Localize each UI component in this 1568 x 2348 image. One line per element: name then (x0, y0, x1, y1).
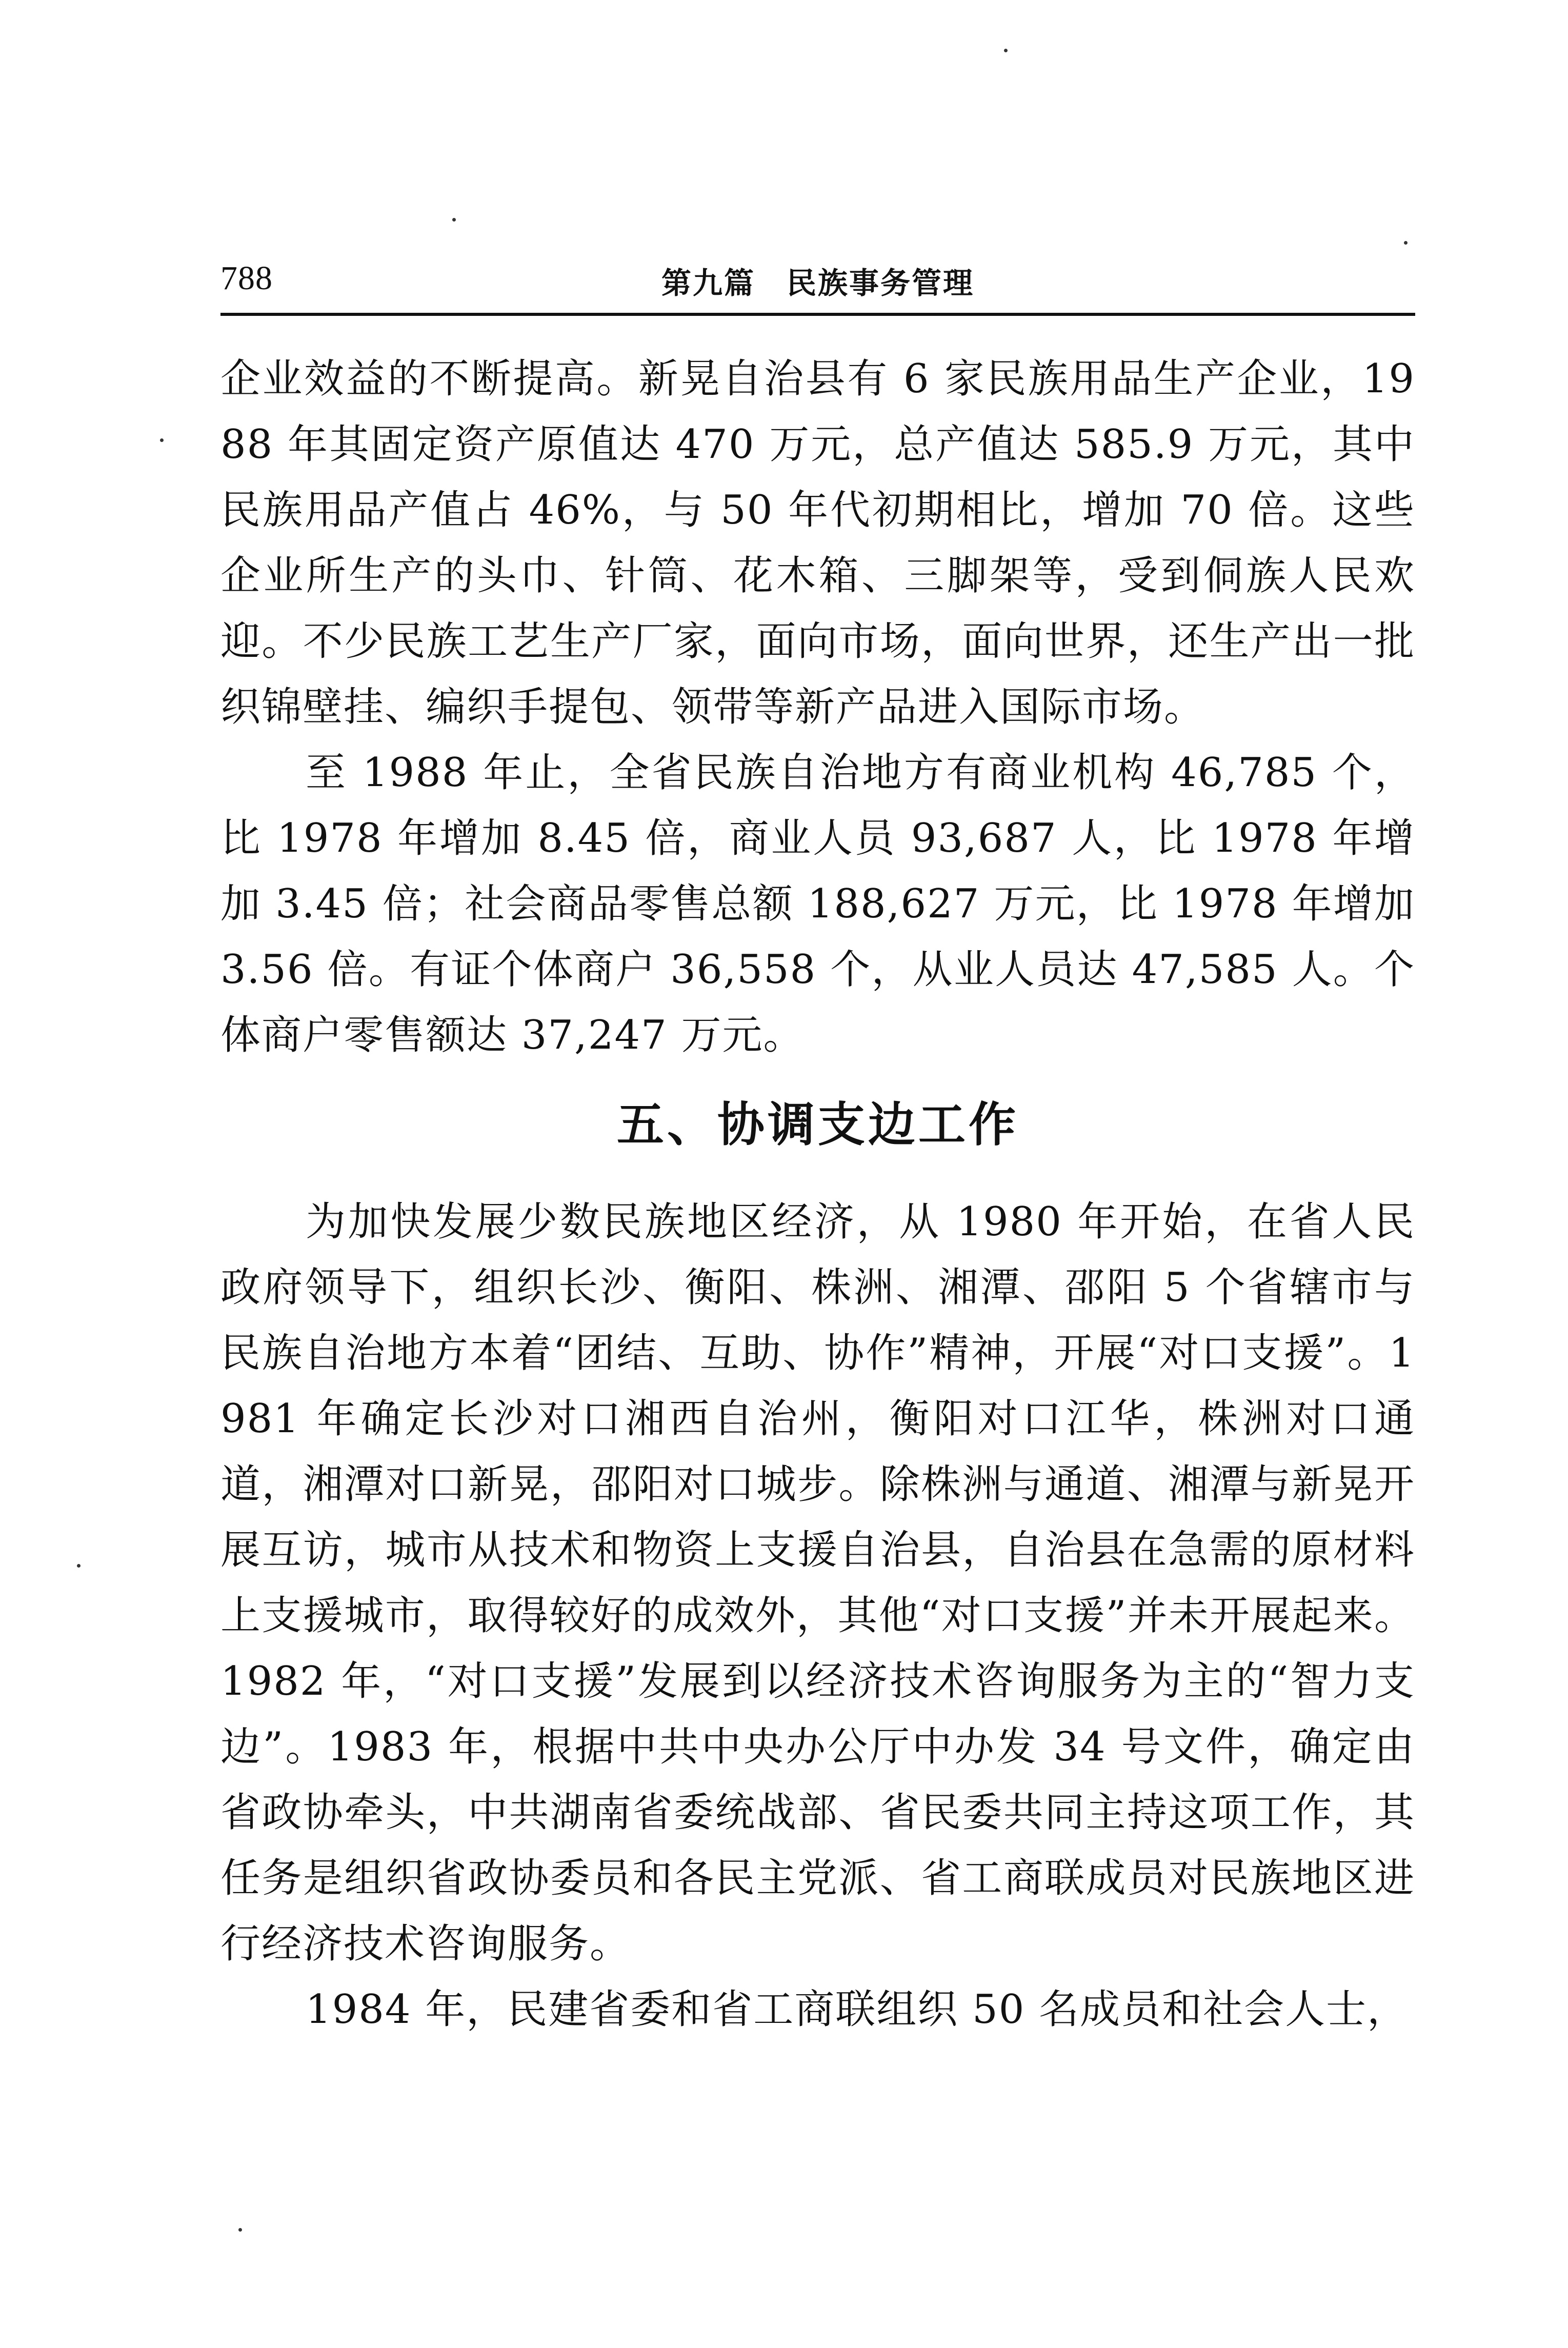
section-heading: 五、协调支边工作 (616, 1097, 1019, 1152)
paragraph-commerce-statistics: 至 1988 年止，全省民族自治地方有商业机构 46,785 个，比 1978 年增加 8.45 倍，商业人员 93,687 人，比 1978 年增加 3.45 倍；社会商品零售总额 188,627 万元，比 1978 年增加 3.56 倍。有证个体商户 36,558 个，从业人员达 47,585 人。个体商户零售额达 37,247 万元。 (220, 750, 1415, 1058)
scan-speck (160, 438, 164, 442)
paragraph-enterprise-benefit: 企业效益的不断提高。新晃自治县有 6 家民族用品生产企业，1988 年其固定资产原值达 470 万元，总产值达 585.9 万元，其中民族用品产值占 46%，与 50 年代初期相比，增加 70 倍。这些企业所生产的头巾、针筒、花木箱、三脚架等，受到侗族人民欢迎。不少民族工艺生产厂家，面向市场，面向世界，还生产出一批织锦壁挂、编织手提包、领带等新产品进入国际市场。 (220, 356, 1415, 730)
page-number: 788 (220, 259, 273, 297)
page-header (220, 254, 1415, 310)
scan-speck (1404, 241, 1408, 245)
scan-speck (238, 2228, 242, 2232)
scan-speck (452, 218, 456, 222)
header-rule (220, 313, 1415, 316)
paragraph-border-support: 为加快发展少数民族地区经济，从 1980 年开始，在省人民政府领导下，组织长沙、衡阳、株洲、湘潭、邵阳 5 个省辖市与民族自治地方本着“团结、互助、协作”精神，开展“对口支援”。1981 年确定长沙对口湘西自治州，衡阳对口江华，株洲对口通道，湘潭对口新晃，邵阳对口城步。除株洲与通道、湘潭与新晃开展互访，城市从技术和物资上支援自治县，自治县在急需的原材料上支援城市，取得较好的成效外，其他“对口支援”并未开展起来。1982 年，“对口支援”发展到以经济技术咨询服务为主的“智力支边”。1983 年，根据中共中央办公厅中办发 34 号文件，确定由省政协牵头，中共湖南省委统战部、省民委共同主持这项工作，其任务是组织省政协委员和各民主党派、省工商联成员对民族地区进行经济技术咨询服务。 (220, 1199, 1415, 1967)
scan-speck (1004, 49, 1008, 52)
paragraph-1984: 1984 年，民建省委和省工商联组织 50 名成员和社会人士， (306, 1986, 1409, 2033)
running-title: 第九篇 民族事务管理 (661, 266, 975, 300)
scan-speck (77, 1564, 81, 1568)
page-body (220, 346, 1415, 2042)
